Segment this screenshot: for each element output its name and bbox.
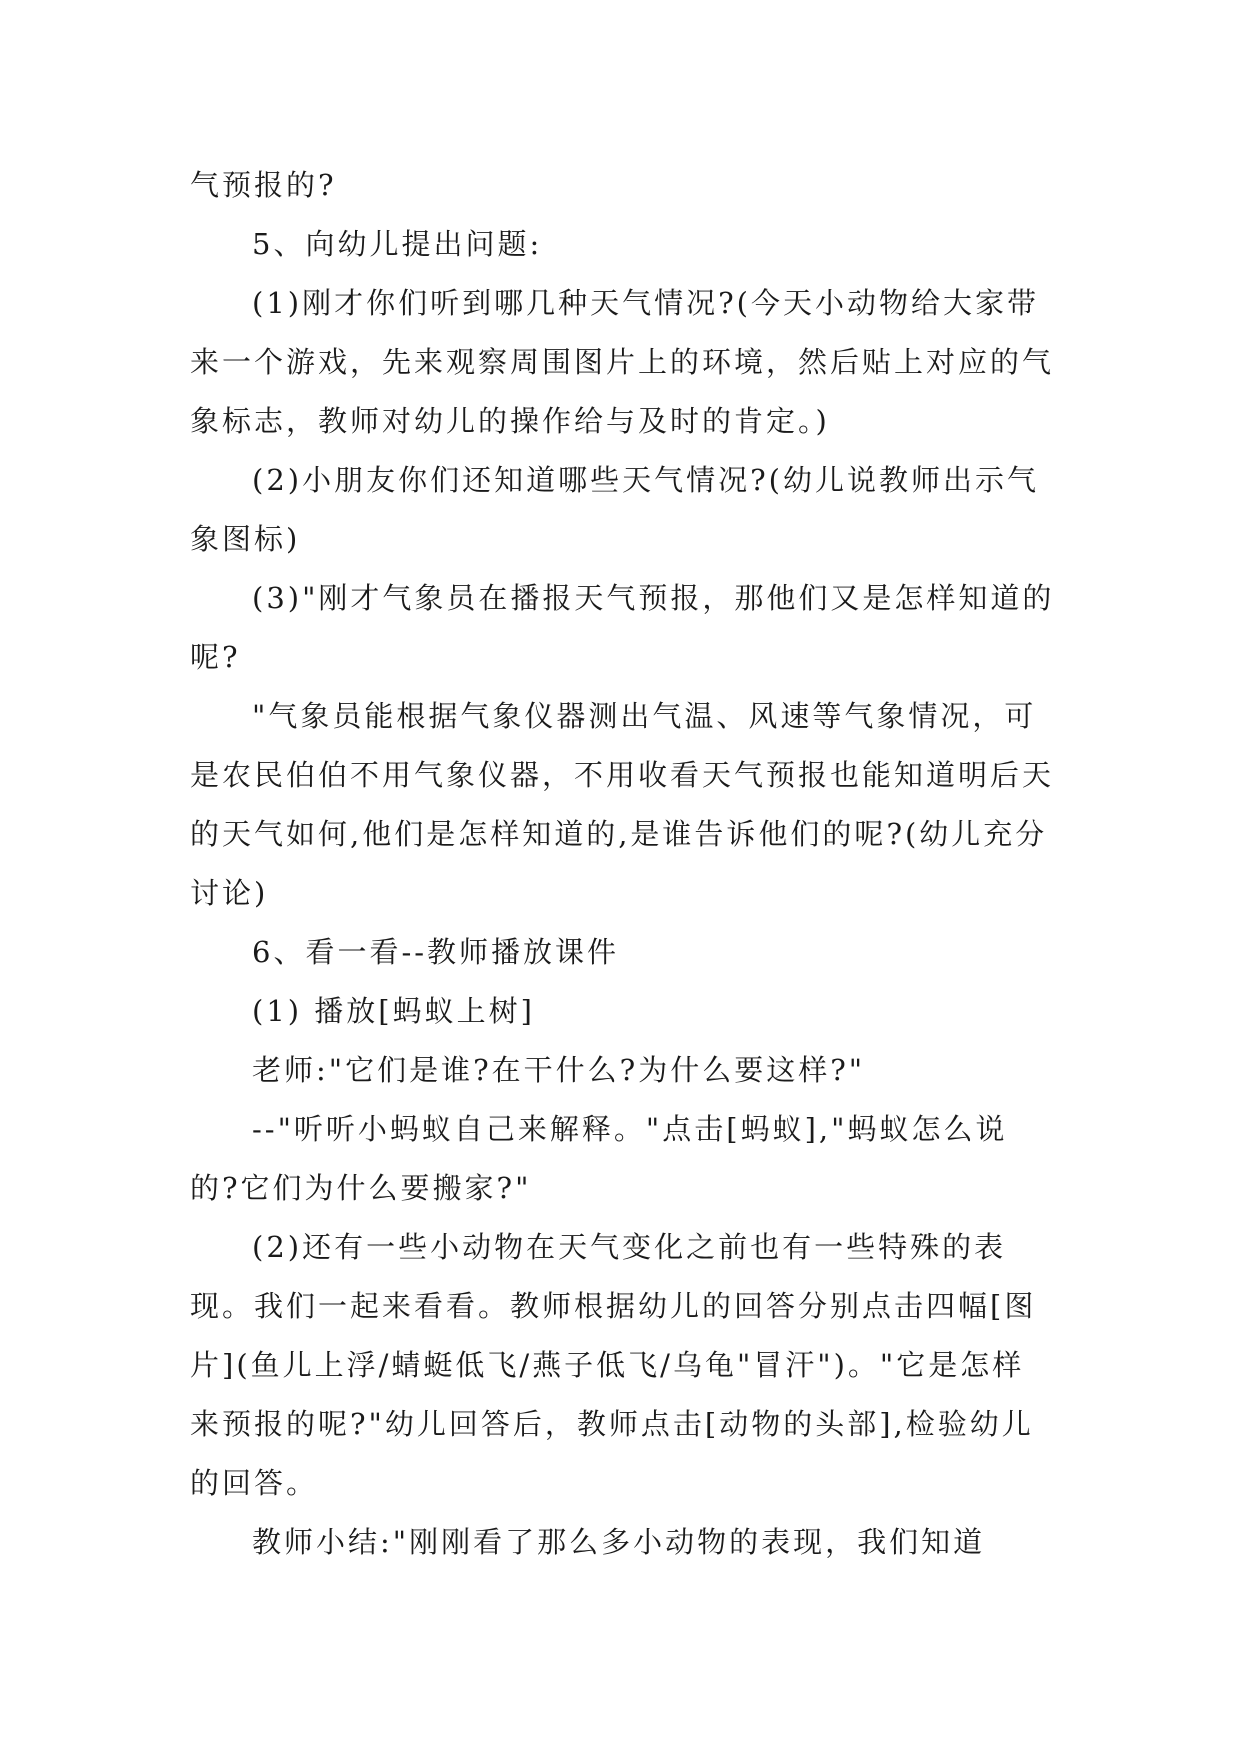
courseware-item-2: (2)还有一些小动物在天气变化之前也有一些特殊的表现。我们一起来看看。教师根据幼儿的回答分别点击四幅[图片](鱼儿上浮/蜻蜓低飞/燕子低飞/乌龟"冒汗")。"它是怎样来预报的呢?"幼儿回答后，教师点击[动物的头部],检验幼儿的回答。 (190, 1230, 1037, 1500)
teacher-question: 老师:"它们是谁?在干什么?为什么要这样?" (252, 1053, 866, 1087)
step-5-heading: 5、向幼儿提出问题: (252, 227, 543, 261)
paragraph-continuation: 气预报的? (190, 168, 337, 202)
question-3: (3)"刚才气象员在播报天气预报，那他们又是怎样知道的呢? (190, 581, 1055, 674)
question-2: (2)小朋友你们还知道哪些天气情况?(幼儿说教师出示气象图标) (190, 463, 1039, 556)
teacher-summary: 教师小结:"刚刚看了那么多小动物的表现，我们知道 (252, 1525, 986, 1559)
step-6-heading: 6、看一看--教师播放课件 (252, 935, 620, 969)
ant-explanation: --"听听小蚂蚁自己来解释。"点击[蚂蚁],"蚂蚁怎么说的?它们为什么要搬家?" (190, 1112, 1008, 1205)
courseware-item-1: (1) 播放[蚂蚁上树] (252, 994, 535, 1028)
question-1: (1)刚才你们听到哪几种天气情况?(今天小动物给大家带来一个游戏，先来观察周围图片上的环境，然后贴上对应的气象标志，教师对幼儿的操作给与及时的肯定。) (190, 286, 1055, 438)
document-body (190, 156, 1055, 1572)
discussion-paragraph: "气象员能根据气象仪器测出气温、风速等气象情况，可是农民伯伯不用气象仪器，不用收看天气预报也能知道明后天的天气如何,他们是怎样知道的,是谁告诉他们的呢?(幼儿充分讨论) (190, 699, 1055, 910)
